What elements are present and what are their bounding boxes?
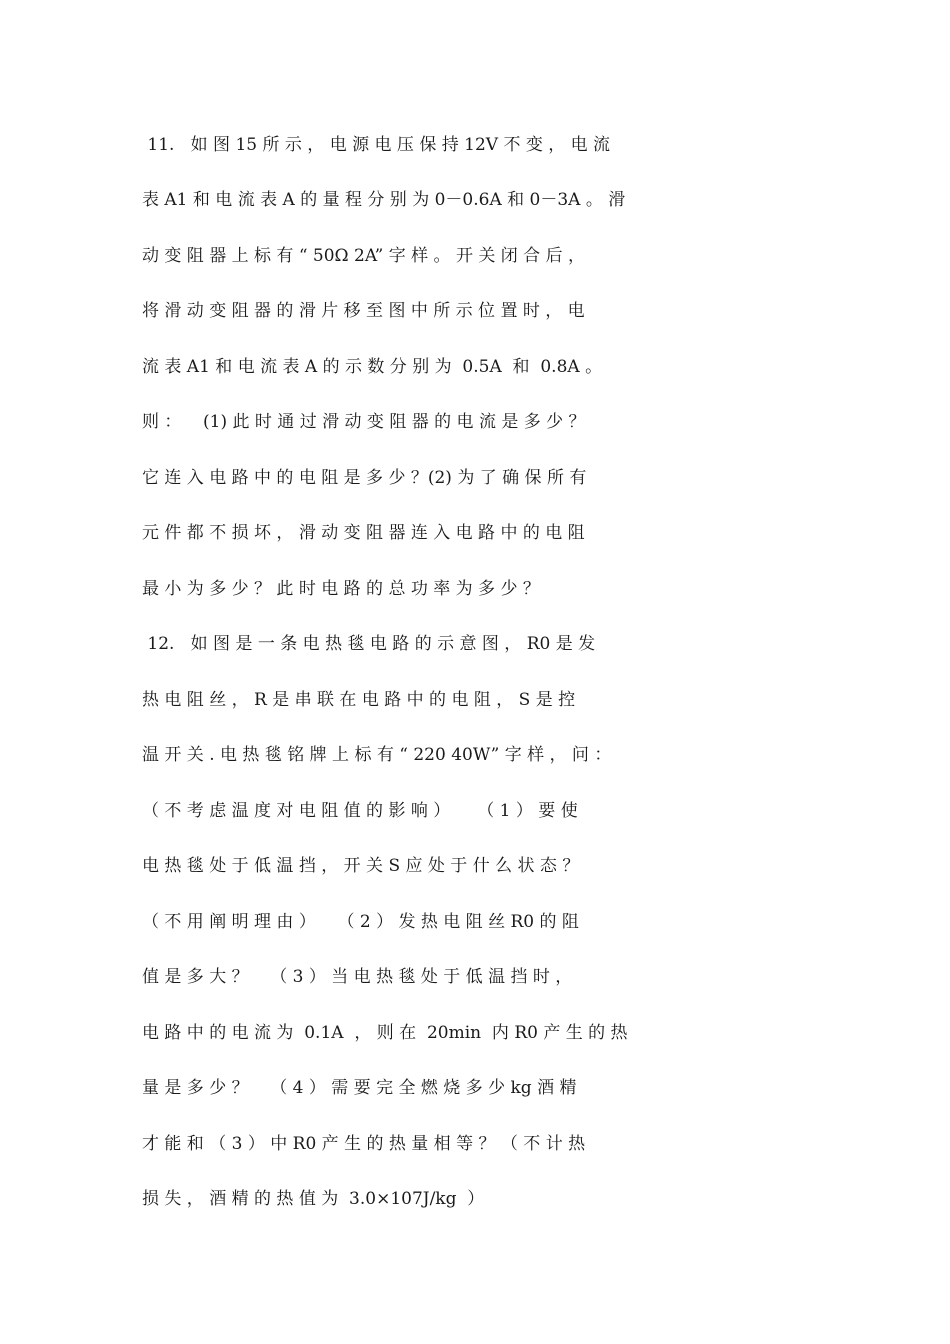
problem-11-line-7: 它 连 入 电 路 中 的 电 阻 是 多 少 ？(2) 为 了 确 保 所 有 <box>142 468 587 488</box>
problem-12-line-11: 损 失 ， 酒 精 的 热 值 为 3.0×107J/kg ） <box>142 1189 485 1209</box>
problem-12-line-5: 电 热 毯 处 于 低 温 挡 ， 开 关 S 应 处 于 什 么 状 态 ？ <box>142 856 580 876</box>
problem-12-line-1: 12. 如 图 是 一 条 电 热 毯 电 路 的 示 意 图 ， R0 是 发 <box>142 634 596 654</box>
problem-11-line-2: 表 A1 和 电 流 表 A 的 量 程 分 别 为 0－0.6A 和 0－3A 。 滑 <box>142 190 626 210</box>
problem-11-line-4: 将 滑 动 变 阻 器 的 滑 片 移 至 图 中 所 示 位 置 时 ， 电 <box>142 301 585 321</box>
problem-12-line-3: 温 开 关 . 电 热 毯 铭 牌 上 标 有 “ 220 40W” 字 样 ， 问 ： <box>142 745 612 765</box>
problem-12-line-9: 量 是 多 少 ？ （ 4 ） 需 要 完 全 燃 烧 多 少 kg 酒 精 <box>142 1078 577 1098</box>
problem-12-line-10: 才 能 和 （ 3 ） 中 R0 产 生 的 热 量 相 等 ？ （ 不 计 热 <box>142 1134 586 1154</box>
problem-11-line-9: 最 小 为 多 少 ？ 此 时 电 路 的 总 功 率 为 多 少 ？ <box>142 579 540 599</box>
problem-11-line-8: 元 件 都 不 损 坏 ， 滑 动 变 阻 器 连 入 电 路 中 的 电 阻 <box>142 523 585 543</box>
problem-11-line-3: 动 变 阻 器 上 标 有 “ 50Ω 2A” 字 样 。 开 关 闭 合 后 ， <box>142 246 585 266</box>
problem-12-line-2: 热 电 阻 丝 ， R 是 串 联 在 电 路 中 的 电 阻 ， S 是 控 <box>142 690 576 710</box>
problem-12-line-4: （ 不 考 虑 温 度 对 电 阻 值 的 影 响 ） （ 1 ） 要 使 <box>142 801 578 821</box>
problem-11-line-1: 11. 如 图 15 所 示 ， 电 源 电 压 保 持 12V 不 变 ， 电 流 <box>142 135 611 155</box>
problem-12-line-6: （ 不 用 阐 明 理 由 ） （ 2 ） 发 热 电 阻 丝 R0 的 阻 <box>142 912 579 932</box>
problem-12-line-7: 值 是 多 大 ？ （ 3 ） 当 电 热 毯 处 于 低 温 挡 时 ， <box>142 967 573 987</box>
problem-11-line-5: 流 表 A1 和 电 流 表 A 的 示 数 分 别 为 0.5A 和 0.8A 。 <box>142 357 603 377</box>
problem-11-line-6: 则 ： (1) 此 时 通 过 滑 动 变 阻 器 的 电 流 是 多 少 ？ <box>142 412 586 432</box>
problem-12-line-8: 电 路 中 的 电 流 为 0.1A ， 则 在 20min 内 R0 产 生 的 热 <box>142 1023 628 1043</box>
